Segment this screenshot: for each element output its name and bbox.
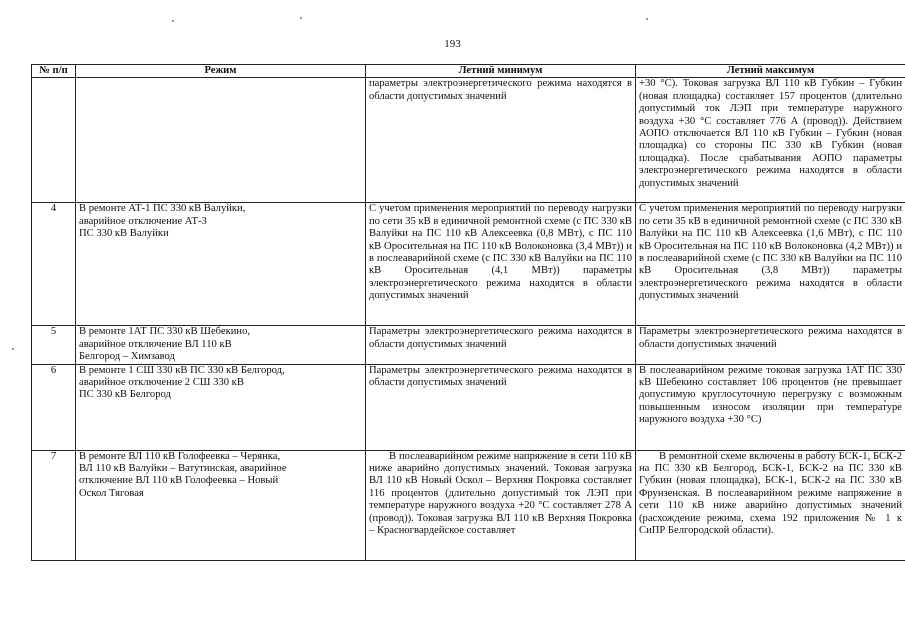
table-header-row bbox=[32, 65, 905, 78]
row-summer-min: В послеаварийном режиме напряжение в сети 110 кВ ниже аварийно допустимых значений. Токовая загрузка ВЛ 110 кВ Новый Оскол – Верхняя Покровка составляет 116 процентов (длительно допустимый ток ЛЭП при температуре наружного воздуха +20 °С составляет 278 А (провод)). Токовая загрузка ВЛ 110 кВ Верхняя Покровка – Красногвардейское составляет bbox=[366, 450, 636, 560]
mode-line: В ремонте АТ-1 ПС 330 кВ Валуйки, bbox=[79, 203, 246, 215]
mode-line: В ремонте 1 СШ 330 кВ ПС 330 кВ Белгород, bbox=[79, 364, 285, 376]
row-summer-min: параметры электроэнергетического режима находятся в области допустимых значений bbox=[366, 78, 636, 203]
mode-line: аварийное отключение 2 СШ 330 кВ bbox=[79, 377, 244, 389]
header-num: № п/п bbox=[32, 65, 76, 78]
row-number: 6 bbox=[32, 364, 76, 450]
row-mode bbox=[76, 203, 366, 326]
scan-speck bbox=[12, 348, 14, 350]
row-mode bbox=[76, 326, 366, 364]
mode-line: отключение ВЛ 110 кВ Голофеевка – Новый bbox=[79, 475, 279, 487]
scan-speck bbox=[646, 18, 648, 20]
table-row bbox=[32, 78, 905, 203]
row-number: 5 bbox=[32, 326, 76, 364]
header-summer-max: Летний максимум bbox=[636, 65, 905, 78]
row-number bbox=[32, 78, 76, 203]
row-summer-max: С учетом применения мероприятий по переводу нагрузки по сети 35 кВ в единичной ремонтной схеме (с ПС 330 кВ Валуйки на ПС 110 кВ Алексеевка (1,6 МВт), с ПС 110 кВ Оросительная на ПС 110 кВ Волоконовка (4,2 МВт)) и в послеаварийной схеме (с ПС 330 кВ Валуйки на ПС 110 кВ Оросительная (3,8 МВт)) параметры электроэнергетического режима находятся в области допустимых значений bbox=[636, 203, 905, 326]
row-summer-max: Параметры электроэнергетического режима находятся в области допустимых значений bbox=[636, 326, 905, 364]
table-row bbox=[32, 450, 905, 560]
page-number: 193 bbox=[444, 38, 461, 50]
mode-line: В ремонте ВЛ 110 кВ Голофеевка – Черянка, bbox=[79, 450, 281, 462]
row-summer-min: С учетом применения мероприятий по переводу нагрузки по сети 35 кВ в единичной ремонтной схеме (с ПС 330 кВ Валуйки на ПС 110 кВ Алексеевка (0,8 МВт), с ПС 110 кВ Оросительная на ПС 110 кВ Волоконовка (3,4 МВт)) и в послеаварийной схеме (с ПС 330 кВ Валуйки на ПС 110 кВ Оросительная (4,1 МВт)) параметры электроэнергетического режима находятся в области допустимых значений bbox=[366, 203, 636, 326]
header-mode: Режим bbox=[76, 65, 366, 78]
row-summer-min: Параметры электроэнергетического режима находятся в области допустимых значений bbox=[366, 326, 636, 364]
mode-line: Оскол Тяговая bbox=[79, 487, 144, 499]
mode-line: Белгород – Химзавод bbox=[79, 351, 175, 363]
row-mode bbox=[76, 364, 366, 450]
row-summer-min: Параметры электроэнергетического режима находятся в области допустимых значений bbox=[366, 364, 636, 450]
scan-speck bbox=[300, 17, 302, 19]
row-summer-max: В послеаварийном режиме токовая загрузка 1АТ ПС 330 кВ Шебекино составляет 106 процентов (не превышает допустимую круглосуточную перегрузку с возможным повышенным износом изоляции при температуре наружного воздуха +30 °С) bbox=[636, 364, 905, 450]
table-row bbox=[32, 364, 905, 450]
mode-line: ПС 330 кВ Валуйки bbox=[79, 228, 169, 240]
mode-line: аварийное отключение ВЛ 110 кВ bbox=[79, 338, 232, 350]
scan-speck bbox=[884, 400, 886, 402]
row-number: 4 bbox=[32, 203, 76, 326]
scan-speck bbox=[172, 20, 174, 22]
mode-line: ВЛ 110 кВ Валуйки – Ватутинская, аварийное bbox=[79, 463, 287, 475]
table-row bbox=[32, 203, 905, 326]
mode-line: В ремонте 1АТ ПС 330 кВ Шебекино, bbox=[79, 326, 251, 338]
mode-line: ПС 330 кВ Белгород bbox=[79, 389, 171, 401]
row-number: 7 bbox=[32, 450, 76, 560]
row-mode bbox=[76, 78, 366, 203]
regime-table bbox=[31, 64, 905, 561]
mode-line: аварийное отключение АТ-3 bbox=[79, 215, 207, 227]
row-summer-max: +30 °С). Токовая загрузка ВЛ 110 кВ Губкин – Губкин (новая площадка) составляет 157 процентов (длительно допустимый ток ЛЭП при температуре наружного воздуха +30 °С составляет 776 А (провод)). Действием АОПО отключается ВЛ 110 кВ Губкин – Губкин (новая площадка) со стороны ПС 330 кВ Губкин (новая площадка). После срабатывания АОПО параметры электроэнергетического режима находятся в области допустимых значений bbox=[636, 78, 905, 203]
row-mode bbox=[76, 450, 366, 560]
header-summer-min: Летний минимум bbox=[366, 65, 636, 78]
row-summer-max: В ремонтной схеме включены в работу БСК-1, БСК-2 на ПС 330 кВ Белгород, БСК-1, БСК-2 на ПС 330 кВ Губкин (новая площадка), БСК-1, БСК-2 на ПС 330 кВ Фрунзенская. В послеаварийном режиме напряжение в сети 110 кВ ниже аварийно допустимых значений (расхождение режима, схема 192 приложения № 1 к СиПР Белгородской области). bbox=[636, 450, 905, 560]
table-row bbox=[32, 326, 905, 364]
